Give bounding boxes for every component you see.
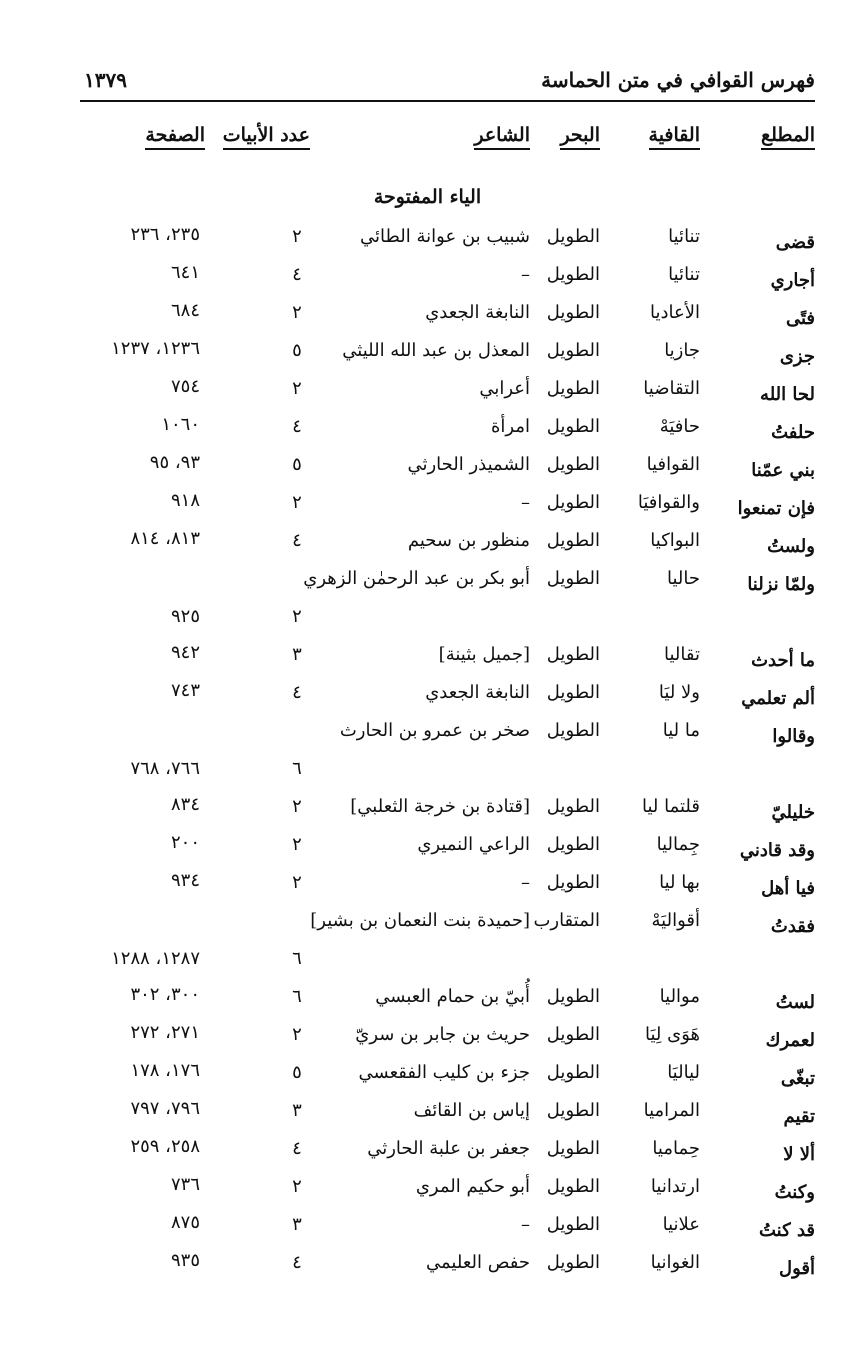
cell-poet: امرأة: [490, 416, 530, 437]
cell-count: ٤: [292, 264, 302, 285]
cell-meter: الطويل: [546, 1252, 600, 1273]
cell-poet: النابغة الجعدي: [425, 302, 530, 323]
cell-count: ٢: [292, 872, 302, 893]
cell-poet: أعرابي: [479, 378, 530, 399]
cell-count: ٤: [292, 530, 302, 551]
cell-start: ألا لا: [783, 1144, 815, 1165]
column-headers: [0, 118, 855, 158]
cell-count: ٦: [292, 986, 302, 1007]
cell-poet: –: [521, 872, 530, 893]
cell-count: ٢: [292, 492, 302, 513]
cell-pages: ٨٧٥: [170, 1212, 200, 1233]
cell-pages: ١٢٣٦، ١٢٣٧: [111, 338, 200, 359]
cell-rhyme: مواليا: [659, 986, 700, 1007]
cell-poet: إياس بن القائف: [413, 1100, 530, 1121]
cell-count: ٢: [292, 302, 302, 323]
cell-rhyme: هَوَى لِيَا: [644, 1024, 700, 1045]
table-row: [0, 718, 855, 794]
cell-rhyme: التقاضيا: [643, 378, 700, 399]
cell-meter: الطويل: [546, 302, 600, 323]
cell-poet: أبو حكيم المري: [415, 1176, 530, 1197]
column-header-page: الصفحة: [145, 124, 205, 150]
cell-count: ٣: [292, 1214, 302, 1235]
cell-rhyme: جِماليا: [656, 834, 700, 855]
cell-count: ٥: [292, 340, 302, 361]
cell-rhyme: جازيا: [664, 340, 700, 361]
cell-poet: –: [521, 492, 530, 513]
cell-count: ٦: [292, 758, 302, 779]
cell-pages: ٨١٣، ٨١٤: [130, 528, 200, 549]
cell-meter: الطويل: [546, 796, 600, 817]
cell-start: وقد قادني: [739, 840, 815, 861]
cell-pages: ٩٢٥: [170, 606, 200, 627]
cell-start: فيا أهل: [761, 878, 815, 899]
cell-pages: ٩٣٤: [170, 870, 200, 891]
cell-count: ٥: [292, 1062, 302, 1083]
cell-start: قضى: [775, 232, 815, 253]
cell-poet: حريث بن جابر بن سريّ: [355, 1024, 530, 1045]
cell-meter: الطويل: [546, 1138, 600, 1159]
cell-meter: الطويل: [546, 872, 600, 893]
cell-pages: ١٠٦٠: [161, 414, 200, 435]
cell-rhyme: والقوافيَا: [637, 492, 700, 513]
cell-poet: منظور بن سحيم: [407, 530, 530, 551]
cell-rhyme: الأعاديا: [649, 302, 700, 323]
cell-count: ٢: [292, 1024, 302, 1045]
cell-poet: –: [521, 1214, 530, 1235]
cell-start: فإن تمنعوا: [737, 498, 815, 519]
cell-start: بني عمّنا: [751, 460, 815, 481]
cell-pages: ٦٤١: [170, 262, 200, 283]
cell-meter: المتقارب: [533, 910, 600, 931]
cell-pages: ٧٥٤: [170, 376, 200, 397]
cell-meter: الطويل: [546, 226, 600, 247]
cell-start: جزى: [779, 346, 815, 367]
cell-meter: الطويل: [546, 1176, 600, 1197]
cell-poet: شبيب بن عوانة الطائي: [360, 226, 530, 247]
column-header-start: المطلع: [761, 124, 815, 150]
cell-poet: النابغة الجعدي: [425, 682, 530, 703]
cell-count: ٤: [292, 682, 302, 703]
running-header: [80, 64, 815, 98]
cell-rhyme: ولا ليَا: [658, 682, 700, 703]
header-rule: [80, 100, 815, 102]
cell-poet: [حميدة بنت النعمان بن بشير]: [310, 910, 530, 931]
cell-meter: الطويل: [546, 378, 600, 399]
cell-start: أجاري: [770, 270, 815, 291]
column-header-count: عدد الأبيات: [223, 124, 310, 150]
table-row: [0, 566, 855, 642]
index-table: [0, 224, 855, 1288]
cell-rhyme: ما ليا: [662, 720, 700, 741]
cell-pages: ٣٠٠، ٣٠٢: [130, 984, 200, 1005]
cell-count: ٦: [292, 948, 302, 969]
table-row: [0, 1250, 855, 1288]
cell-pages: ١٧٦، ١٧٨: [130, 1060, 200, 1081]
cell-rhyme: حاليا: [666, 568, 700, 589]
cell-poet: أبو بكر بن عبد الرحمٰن الزهري: [303, 568, 530, 589]
cell-rhyme: أقواليَهْ: [651, 910, 700, 931]
cell-poet: –: [521, 264, 530, 285]
cell-meter: الطويل: [546, 834, 600, 855]
cell-meter: الطويل: [546, 1024, 600, 1045]
cell-start: أقول: [779, 1258, 815, 1279]
cell-meter: الطويل: [546, 1100, 600, 1121]
cell-count: ٥: [292, 454, 302, 475]
cell-pages: ٩٣٥: [170, 1250, 200, 1271]
cell-meter: الطويل: [546, 492, 600, 513]
cell-start: لعمرك: [765, 1030, 815, 1051]
cell-meter: الطويل: [546, 340, 600, 361]
cell-poet: الشميذر الحارثي: [407, 454, 530, 475]
cell-start: ما أحدث: [751, 650, 815, 671]
cell-meter: الطويل: [546, 530, 600, 551]
cell-rhyme: حافيَهْ: [659, 416, 700, 437]
cell-rhyme: تنائيا: [668, 226, 700, 247]
cell-poet: الراعي النميري: [417, 834, 530, 855]
cell-pages: ٧٩٦، ٧٩٧: [130, 1098, 200, 1119]
table-row: [0, 908, 855, 984]
cell-start: تقيم: [783, 1106, 815, 1127]
cell-meter: الطويل: [546, 682, 600, 703]
cell-pages: ٦٨٤: [170, 300, 200, 321]
cell-meter: الطويل: [546, 986, 600, 1007]
cell-count: ٤: [292, 1138, 302, 1159]
cell-count: ٢: [292, 378, 302, 399]
cell-start: ولمّا نزلنا: [747, 574, 815, 595]
cell-pages: ٩٣، ٩٥: [149, 452, 200, 473]
cell-rhyme: حِماميا: [652, 1138, 700, 1159]
cell-pages: ٧٣٦: [170, 1174, 200, 1195]
cell-start: لستُ: [775, 992, 815, 1013]
cell-pages: ٢٥٨، ٢٥٩: [130, 1136, 200, 1157]
cell-start: ألم تعلمي: [741, 688, 815, 709]
column-header-rhyme: القافية: [649, 124, 700, 150]
cell-poet: جزء بن كليب الفقعسي: [358, 1062, 530, 1083]
cell-meter: الطويل: [546, 264, 600, 285]
cell-start: وكنتُ: [774, 1182, 815, 1203]
cell-meter: الطويل: [546, 568, 600, 589]
cell-count: ٢: [292, 796, 302, 817]
cell-meter: الطويل: [546, 720, 600, 741]
cell-meter: الطويل: [546, 644, 600, 665]
cell-poet: المعذل بن عبد الله الليثي: [342, 340, 530, 361]
cell-meter: الطويل: [546, 1214, 600, 1235]
cell-pages: ١٢٨٧، ١٢٨٨: [111, 948, 200, 969]
cell-start: قد كنتُ: [759, 1220, 815, 1241]
page-number: ١٣٧٩: [84, 68, 127, 92]
cell-pages: ٩١٨: [170, 490, 200, 511]
cell-poet: [جميل بثينة]: [438, 644, 530, 665]
cell-rhyme: المراميا: [643, 1100, 700, 1121]
cell-start: ولستُ: [767, 536, 815, 557]
cell-start: تبغّى: [780, 1068, 815, 1089]
cell-rhyme: علانيا: [662, 1214, 700, 1235]
cell-meter: الطويل: [546, 416, 600, 437]
column-header-poet: الشاعر: [474, 124, 530, 150]
cell-poet: صخر بن عمرو بن الحارث: [339, 720, 530, 741]
cell-rhyme: ارتدانيا: [650, 1176, 700, 1197]
cell-pages: ٨٣٤: [170, 794, 200, 815]
cell-rhyme: الغوانيا: [650, 1252, 700, 1273]
section-title: الياء المفتوحة: [373, 186, 482, 208]
cell-poet: [قتادة بن خرجة الثعلبي]: [350, 796, 530, 817]
cell-start: حلفتُ: [771, 422, 815, 443]
cell-pages: ٢٠٠: [170, 832, 200, 853]
cell-pages: ٩٤٢: [170, 642, 200, 663]
cell-pages: ٧٦٦، ٧٦٨: [130, 758, 200, 779]
cell-poet: أُبيّ بن حمام العبسي: [375, 986, 530, 1007]
cell-rhyme: البواكيا: [650, 530, 700, 551]
cell-start: فتًى: [785, 308, 815, 329]
cell-meter: الطويل: [546, 1062, 600, 1083]
cell-count: ٤: [292, 1252, 302, 1273]
cell-rhyme: بها ليا: [659, 872, 700, 893]
cell-poet: جعفر بن علبة الحارثي: [367, 1138, 530, 1159]
cell-count: ٤: [292, 416, 302, 437]
running-title: فهرس القوافي في متن الحماسة: [541, 68, 815, 92]
cell-rhyme: قلتما ليا: [641, 796, 700, 817]
cell-rhyme: تنائيا: [668, 264, 700, 285]
cell-rhyme: تقاليا: [664, 644, 700, 665]
cell-pages: ٧٤٣: [170, 680, 200, 701]
cell-count: ٢: [292, 226, 302, 247]
cell-rhyme: لياليَا: [667, 1062, 700, 1083]
cell-start: وقالوا: [772, 726, 815, 747]
cell-count: ٢: [292, 1176, 302, 1197]
cell-start: لحا الله: [760, 384, 815, 405]
cell-count: ٢: [292, 834, 302, 855]
cell-start: خليليّ: [771, 802, 815, 823]
cell-count: ٢: [292, 606, 302, 627]
cell-rhyme: القوافيا: [646, 454, 700, 475]
cell-start: فقدتُ: [770, 916, 815, 937]
cell-meter: الطويل: [546, 454, 600, 475]
cell-poet: حفص العليمي: [426, 1252, 530, 1273]
cell-pages: ٢٣٥، ٢٣٦: [130, 224, 200, 245]
cell-count: ٣: [292, 1100, 302, 1121]
cell-pages: ٢٧١، ٢٧٢: [130, 1022, 200, 1043]
column-header-meter: البحر: [560, 124, 600, 150]
cell-count: ٣: [292, 644, 302, 665]
